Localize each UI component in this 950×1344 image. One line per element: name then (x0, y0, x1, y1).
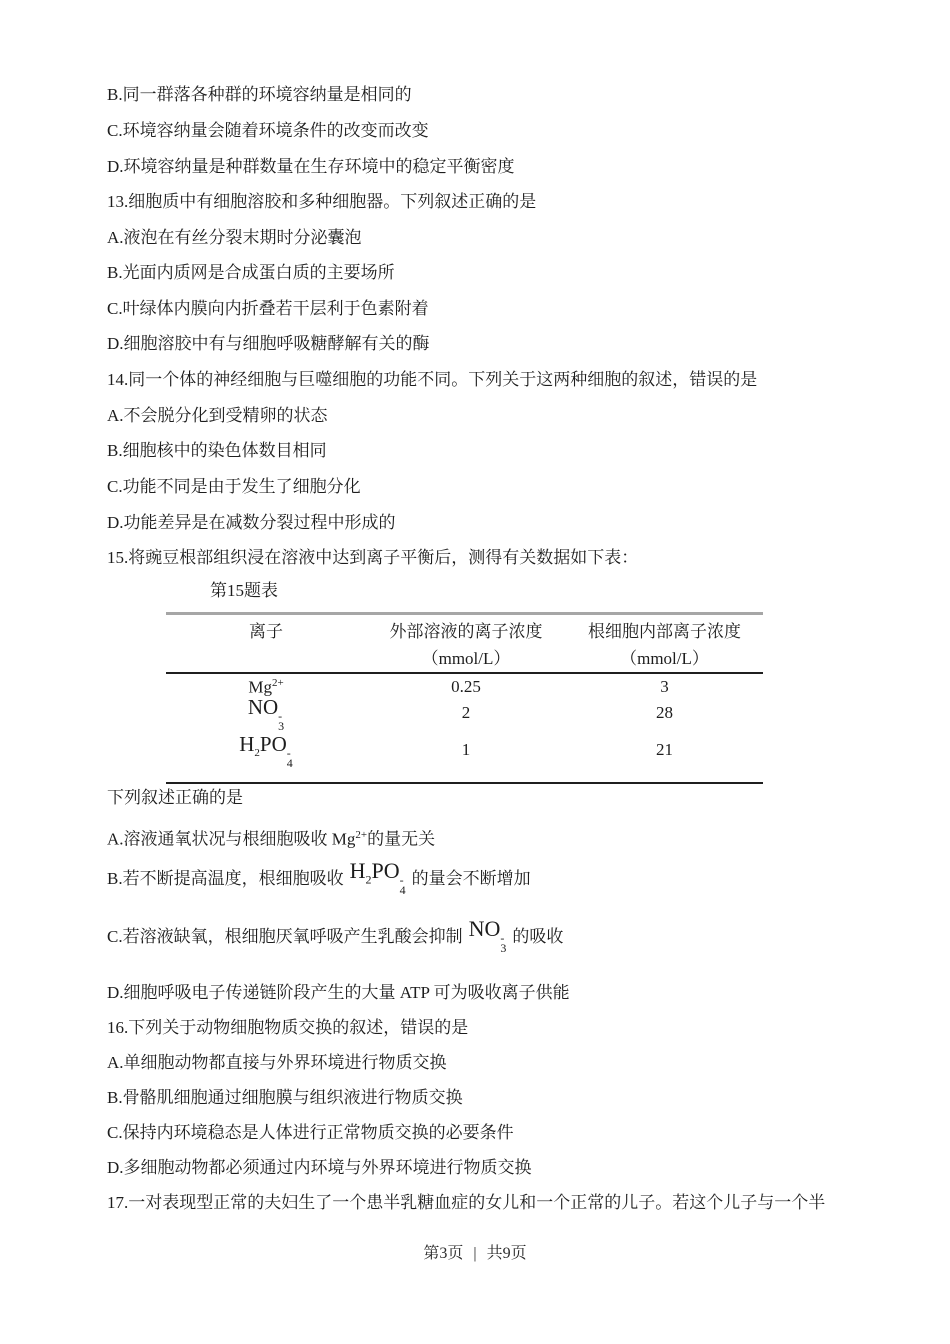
formula-no3: NO - 3 (468, 916, 507, 955)
option-13d: D.细胞溶胶中有与细胞呼吸糖酵解有关的酶 (107, 334, 430, 353)
option-13b: B.光面内质网是合成蛋白质的主要场所 (107, 263, 395, 282)
question-15-stem: 15.将豌豆根部组织浸在溶液中达到离子平衡后，测得有关数据如下表： (107, 548, 639, 567)
question-16-stem: 16.下列关于动物细胞物质交换的叙述，错误的是 (107, 1018, 469, 1037)
header-outer-concentration: 外部溶液的离子浓度 (389, 621, 543, 641)
ion-mg: $Mg^{2+}$ (248, 676, 284, 697)
table-mid-rule (166, 672, 763, 674)
option-14d: D.功能差异是在减数分裂过程中形成的 (107, 513, 396, 532)
option-15b: B.若不断提高温度，根细胞吸收 $H_2PO$ - 4 的量会不断增加 (107, 858, 531, 897)
question-13-stem: 13.细胞质中有细胞溶胶和多种细胞器。下列叙述正确的是 (107, 192, 537, 211)
table-header-row (166, 618, 763, 640)
option-16d: D.多细胞动物都必须通过内环境与外界环境进行物质交换 (107, 1158, 532, 1177)
h2po4-outer-value: 1 (461, 740, 471, 759)
table-top-rule (166, 612, 763, 615)
mg-superscript: 2+ (355, 829, 368, 841)
footer-separator: | (473, 1245, 477, 1262)
option-16c: C.保持内环境稳态是人体进行正常物质交换的必要条件 (107, 1123, 514, 1142)
option-12b: B.同一群落各种群的环境容纳量是相同的 (107, 85, 412, 104)
table-row-no3 (166, 695, 763, 733)
page-footer (0, 1243, 950, 1265)
formula-h2po4: $H_2PO$ - 4 (349, 858, 406, 897)
question-14-stem: 14.同一个体的神经细胞与巨噬细胞的功能不同。下列关于这两种细胞的叙述，错误的是 (107, 370, 758, 389)
h2po4-inner-value: 21 (656, 740, 673, 759)
no3-inner-value: 28 (656, 703, 673, 722)
header-outer-units: （mmol/L） (421, 648, 511, 668)
header-inner-concentration: 根细胞内部离子浓度 (588, 621, 741, 641)
table-row-h2po4 (166, 732, 763, 770)
option-13c: C.叶绿体内膜向内折叠若干层利于色素附着 (107, 299, 429, 318)
question-17-stem: 17.一对表现型正常的夫妇生了一个患半乳糖血症的女儿和一个正常的儿子。若这个儿子与一个半 (107, 1193, 826, 1212)
mg-outer-value: 0.25 (451, 677, 481, 696)
option-14a: A.不会脱分化到受精卵的状态 (107, 406, 328, 425)
option-12d: D.环境容纳量是种群数量在生存环境中的稳定平衡密度 (107, 157, 515, 176)
mg-inner-value: 3 (660, 677, 669, 696)
header-ion: 离子 (249, 621, 283, 641)
no3-outer-value: 2 (461, 703, 471, 722)
header-inner-units: （mmol/L） (620, 648, 709, 668)
option-15a: A.溶液通氧状况与根细胞吸收 $Mg^{2+}$的量无关 (107, 829, 436, 849)
question-15-table (166, 612, 763, 784)
option-16a: A.单细胞动物都直接与外界环境进行物质交换 (107, 1053, 447, 1072)
ion-h2po4: $H_2PO$ - 4 (239, 732, 293, 770)
table-title: 第15题表 (210, 581, 278, 600)
ion-no3: NO - 3 (247, 695, 285, 733)
option-15d: D.细胞呼吸电子传递链阶段产生的大量 ATP 可为吸收离子供能 (107, 983, 570, 1002)
question-15-stem2: 下列叙述正确的是 (107, 788, 243, 807)
option-13a: A.液泡在有丝分裂末期时分泌囊泡 (107, 228, 362, 247)
table-bottom-rule (166, 782, 763, 784)
option-16b: B.骨骼肌细胞通过细胞膜与组织液进行物质交换 (107, 1088, 463, 1107)
option-15c: C.若溶液缺氧，根细胞厌氧呼吸产生乳酸会抑制 NO - 3 的吸收 (107, 916, 564, 955)
table-header-units-row (166, 645, 763, 667)
option-12c: C.环境容纳量会随着环境条件的改变而改变 (107, 121, 429, 140)
footer-total-pages: 共9页 (486, 1245, 527, 1262)
option-14c: C.功能不同是由于发生了细胞分化 (107, 477, 361, 496)
footer-page-number: 第3页 (423, 1245, 464, 1262)
option-14b: B.细胞核中的染色体数目相同 (107, 441, 327, 460)
